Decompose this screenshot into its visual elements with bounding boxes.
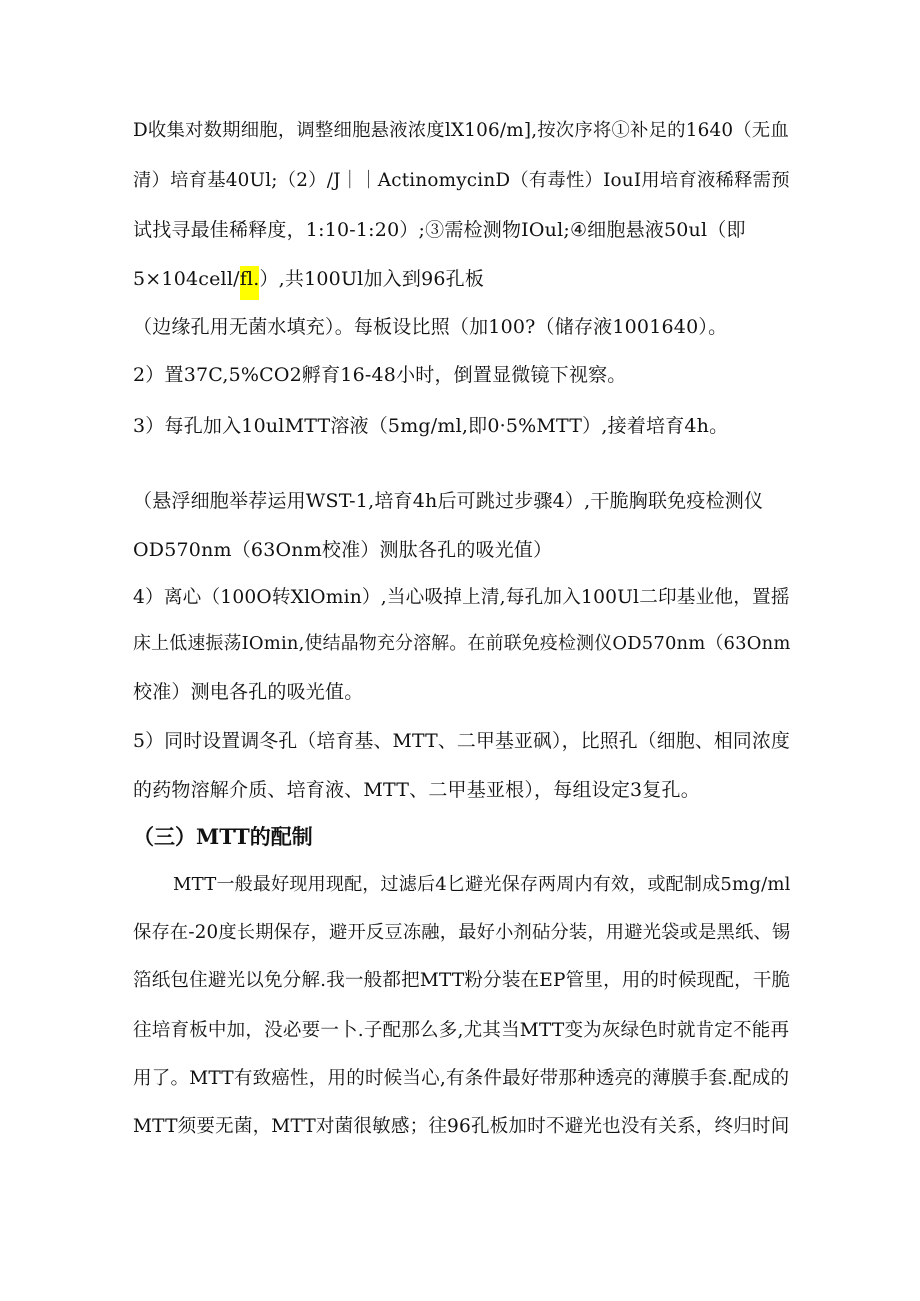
section-heading: （三）MTT的配制 [133,824,313,849]
text-line: D收集对数期细胞，调整细胞悬液浓度lX106∕m],按次序将①补足的1640（无血 [133,120,789,141]
text-line: 校准）测电各孔的吸光值。 [133,681,364,703]
text-line: OD570nm（63Onm校准）测肽各孔的吸光值） [133,539,553,561]
text-line-highlighted [133,266,484,292]
text-segment: ）,共100Ul加入到96孔板 [259,268,485,290]
text-line: 4）离心（100O转XlOmin）,当心吸掉上清,每孔加入100Ul二印基业他，置摇 [133,587,790,608]
text-line: 5）同时设置调冬孔（培育基、MTT、二甲基亚砜），比照孔（细胞、相同浓度 [133,731,791,752]
text-line: 床上低速振荡IOmin,使结晶物充分溶解。在前联免疫检测仪OD570nm（63Onm [133,633,791,654]
text-line: MTT一般最好现用现配，过滤后4匕避光保存两周内有效，或配制成5mg∕ml [173,874,791,895]
text-line: 往培育板中加，没必要一卜.子配那么多,尤其当MTT变为灰绿色时就肯定不能再 [133,1020,790,1041]
text-line: 的药物溶解介质、培育液、MTT、二甲基亚根），每组设定3复孔。 [133,779,700,801]
text-line: （边缘孔用无菌水填充）。每板设比照（加100?（储存液1001640）。 [133,316,728,338]
text-line: MTT须要无菌，MTT对菌很敏感；往96孔板加时不避光也没有关系，终归时间 [133,1116,790,1137]
text-line: 清）培育基40Ul;（2）/J｜｜ActinomycinD（有毒性）IouI用培育液稀释需预 [133,170,790,191]
highlighted-text: fl. [240,266,260,300]
text-line: （悬浮细胞举荐运用WST-1,培育4h后可跳过步骤4）,干脆胸联免疫检测仪 [133,490,764,512]
text-segment: 5×104cell∕ [133,268,240,290]
text-line: 保存在-20度长期保存，避开反豆冻融，最好小剂砧分装，用避光袋或是黑纸、锡 [133,922,791,943]
text-line: 2）置37C,5%CO2孵育16-48小时，倒置显微镜下视察。 [133,364,627,386]
text-line: 试找寻最佳稀释度，1:10-1:20）;③需检测物IOul;④细胞悬液50ul（即 [133,219,746,241]
text-line: 用了。MTT有致癌性，用的时候当心,有条件最好带那种透亮的薄膜手套.配成的 [133,1068,790,1089]
text-line: 箔纸包住避光以免分解.我一般都把MTT粉分装在EP管里，用的时候现配，干脆 [133,970,791,991]
text-line: 3）每孔加入10ulMTT溶液（5mg∕ml,即0·5%MTT）,接着培育4h。 [133,415,729,437]
